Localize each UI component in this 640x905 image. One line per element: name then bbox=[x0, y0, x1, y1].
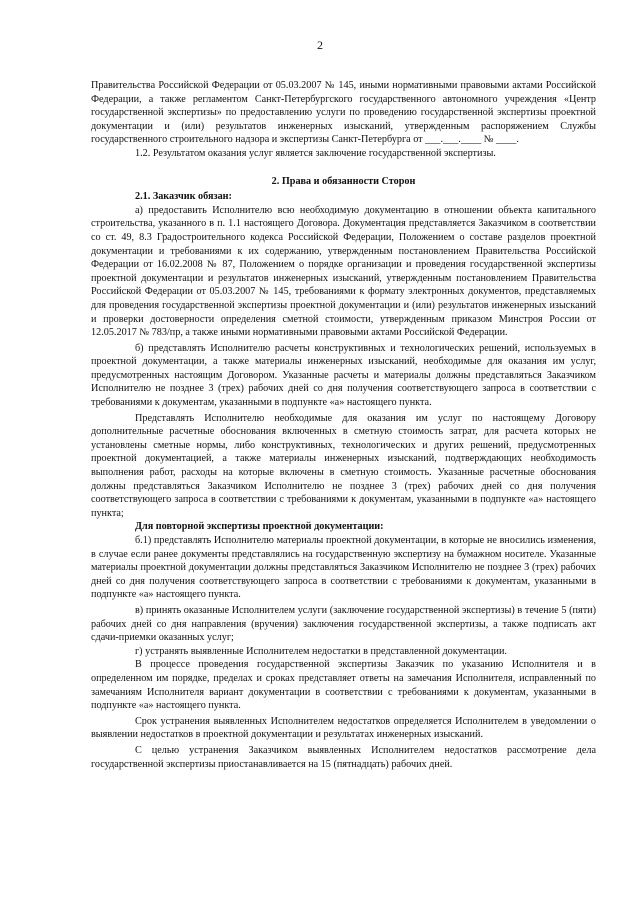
item-v: в) принять оказанные Исполнителем услуги (заключение государственной экспертизы) в течение 5 (пяти) рабочих дней со дня направления (вручения) заключения государственной экспертизы, а также подписать акт сдачи-приемки оказанных услуг; bbox=[91, 604, 596, 644]
item-g: г) устранять выявленные Исполнителем недостатки в представленной документации. bbox=[135, 645, 507, 657]
para-deadline: Срок устранения выявленных Исполнителем недостатков определяется Исполнителем в уведомлении о выявлении недостатков в проектной документации и результатах инженерных изысканий. bbox=[91, 715, 596, 741]
section-2-title: 2. Права и обязанности Сторон bbox=[271, 175, 416, 187]
item-b1: б.1) представлять Исполнителю материалы проектной документации, в которые не вносились изменения, в случае если ранее документы представлялись на государственную экспертизу на бумажном носителе. Указанные материалы проектной документации должны представляться Заказчиком Исполнителю не позднее 3 (трех) рабочих дней со дня получения соответствующего запроса в соответствии с требованиями к документам, указанными в подпункте «а» настоящего пункта. bbox=[91, 535, 596, 601]
document-body bbox=[91, 79, 596, 771]
para-suspend: С целью устранения Заказчиком выявленных Исполнителем недостатков рассмотрение дела государственной экспертизы приостанавливается на 15 (пятнадцать) рабочих дней. bbox=[91, 744, 596, 770]
page-number: 2 bbox=[317, 38, 323, 52]
repeat-exam-title: Для повторной экспертизы проектной документации: bbox=[135, 521, 384, 533]
item-b-extra: Представлять Исполнителю необходимые для оказания им услуг по настоящему Договору дополнительные расчетные обоснования включенных в сметную стоимость затрат, для расчета которых не установлены сметные нормы, либо конструктивных, технологических и других решений, предусмотренных проектной документацией, а также материалы инженерных изысканий, подтверждающих необходимость выполнения работ, расходы на которые включены в сметную стоимость. Указанные расчетные обоснования должны представляться Заказчиком Исполнителю не позднее 3 (трех) рабочих дней со дня получения соответствующего запроса в соответствии с требованиями к документам, указанными в подпункте «а» настоящего пункта; bbox=[91, 412, 596, 519]
clause-1-2: 1.2. Результатом оказания услуг является заключение государственной экспертизы. bbox=[135, 147, 496, 159]
item-b: б) представлять Исполнителю расчеты конструктивных и технологических решений, используемых в проектной документации, а также материалы инженерных изысканий, необходимые для оказания им услуг, предусмотренных настоящим Договором. Указанные расчеты и материалы должны представляться Заказчиком Исполнителю не позднее 3 (трех) рабочих дней со дня получения соответствующего запроса в соответствии с требованиями к документам, указанными в подпункте «а» настоящего пункта. bbox=[91, 342, 596, 409]
intro-paragraph: Правительства Российской Федерации от 05.03.2007 № 145, иными нормативными правовыми актами Российской Федерации, а также регламентом Санкт-Петербургского государственного автономного учреждения «Центр государственной экспертизы» по предоставлению услуги по проведению государственной экспертизы проектной документации и (или) результатов инженерных изысканий, утвержденным распоряжением Службы государственного строительного надзора и экспертизы Санкт-Петербурга от ___.___.____ № ____. bbox=[91, 80, 596, 146]
clause-2-1-title: 2.1. Заказчик обязан: bbox=[135, 191, 232, 203]
item-a: а) предоставить Исполнителю всю необходимую документацию в отношении объекта капитального строительства, указанного в п. 1.1 настоящего Договора. Документация представляется Заказчиком в соответствии со ст. 49, 8.3 Градостроительного кодекса Российской Федерации, Положением о составе разделов проектной документации и требованиями к их содержанию, утвержденным постановлением Правительства Российской Федерации от 16.02.2008 № 87, Положением о порядке организации и проведения государственной экспертизы проектной документации и результатов инженерных изысканий, утвержденным постановлением Правительства Российской Федерации от 05.03.2007 № 145, требованиями к формату электронных документов, представляемых для проведения государственной экспертизы проектной документации и (или) результатов инженерных изысканий и проверки достоверности определения сметной стоимости, утвержденным приказом Минстроя России от 12.05.2017 № 783/пр, а также иными нормативными правовыми актами Российской Федерации. bbox=[91, 204, 596, 339]
para-process: В процессе проведения государственной экспертизы Заказчик по указанию Исполнителя и в определенном им порядке, пределах и сроках представляет ответы на замечания Исполнителя, исправленный по замечаниям Исполнителя вариант документации в соответствии с требованиями к документам, указанными в подпункте «а» настоящего пункта. bbox=[91, 659, 596, 712]
